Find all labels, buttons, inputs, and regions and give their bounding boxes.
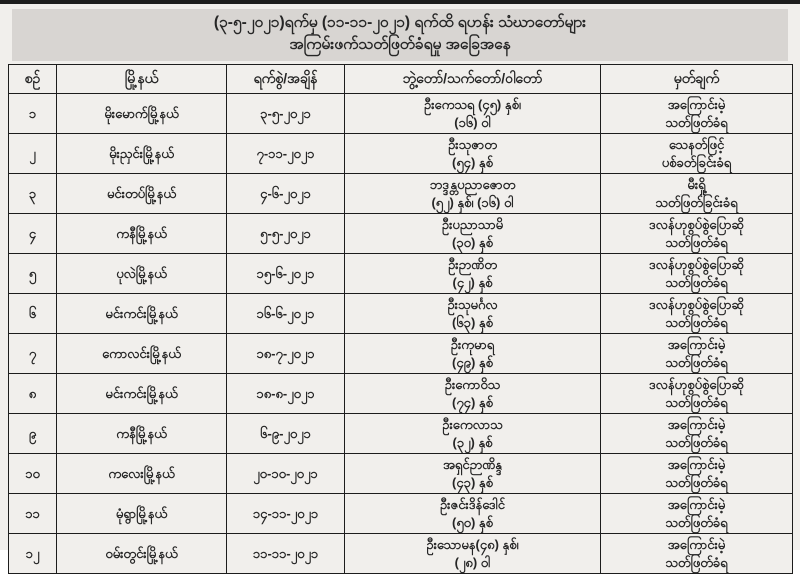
cell-township xyxy=(57,454,227,494)
date-value: ၇-၁၁-၂၀၂၁ xyxy=(256,145,315,161)
table-row xyxy=(9,534,793,574)
cell-title-age xyxy=(345,334,601,374)
monk-title-line-1: ဦးသောမန(၄၈) နှစ်၊ xyxy=(426,537,519,553)
monk-title-line-2: (၅၀) နှစ် xyxy=(452,514,493,530)
monk-title-line-2: (၇၄) နှစ် xyxy=(452,394,493,410)
date-value: ၆-၉-၂၀၂၁ xyxy=(260,425,311,441)
serial-number: ၇ xyxy=(28,345,37,361)
cell-serial xyxy=(9,214,57,254)
date-value: ၁၈-၈-၂၀၂၁ xyxy=(256,385,315,401)
cell-remark xyxy=(601,534,793,574)
remark-line-2: သတ်ဖြတ်ခံရ xyxy=(665,394,728,410)
table-row xyxy=(9,334,793,374)
cell-title-age xyxy=(345,214,601,254)
cell-remark xyxy=(601,214,793,254)
remark-line-1: ဒလန်ဟုစွပ်စွဲပြောဆို xyxy=(648,257,745,273)
monk-title-line-2: (၅၄) နှစ် xyxy=(452,154,493,170)
table-row xyxy=(9,214,793,254)
col-header-date: ရက်စွဲ/အချိန် xyxy=(227,65,345,94)
cell-remark xyxy=(601,294,793,334)
remark-line-1: အကြောင်းမဲ့ xyxy=(667,97,726,113)
cell-township xyxy=(57,414,227,454)
monk-title-line-2: (၄၂) နှစ် xyxy=(452,274,493,290)
remark-line-2: သတ်ဖြတ်ခံရ xyxy=(665,554,728,570)
monk-title-line-1: ဦးသုမင်္ဂလ xyxy=(447,297,498,313)
remark-line-2: သတ်ဖြတ်ခံရ xyxy=(665,314,728,330)
cell-date xyxy=(227,174,345,214)
table-header-row xyxy=(9,65,793,94)
cell-title-age xyxy=(345,534,601,574)
cell-title-age xyxy=(345,374,601,414)
cell-township xyxy=(57,174,227,214)
serial-number: ၁ xyxy=(28,105,37,121)
township-name: ဝမ်းတွင်းမြို့နယ် xyxy=(105,545,178,561)
remark-line-1: သေနတ်ဖြင့် xyxy=(668,137,725,153)
cell-title-age xyxy=(345,94,601,134)
date-value: ၁၄-၁၁-၂၀၂၁ xyxy=(252,505,319,521)
remark-line-2: သတ်ဖြတ်ခံရ xyxy=(665,114,728,130)
serial-number: ၃ xyxy=(28,185,37,201)
table-row xyxy=(9,374,793,414)
monk-title-line-1: ဦးကုမာရ xyxy=(450,337,495,353)
table-row xyxy=(9,414,793,454)
cell-date xyxy=(227,494,345,534)
cell-serial xyxy=(9,534,57,574)
cell-township xyxy=(57,134,227,174)
serial-number: ၁၀ xyxy=(25,465,40,481)
monk-title-line-1: ဦးဉာဏိတ xyxy=(448,257,497,273)
table-row xyxy=(9,294,793,334)
monk-title-line-2: (၂၈) ဝါ xyxy=(454,554,491,570)
table-row xyxy=(9,134,793,174)
monk-title-line-1: ဦးပညာသာမိ xyxy=(441,217,504,233)
township-name: မိုးမောက်မြို့နယ် xyxy=(104,105,179,121)
cell-remark xyxy=(601,374,793,414)
remark-line-1: ဒလန်ဟုစွပ်စွဲပြောဆို xyxy=(648,297,745,313)
township-name: မင်းကင်းမြို့နယ် xyxy=(105,305,178,321)
cell-township xyxy=(57,94,227,134)
cell-remark xyxy=(601,134,793,174)
township-name: ကနီမြို့နယ် xyxy=(116,225,167,241)
cell-township xyxy=(57,294,227,334)
cell-remark xyxy=(601,94,793,134)
cell-date xyxy=(227,334,345,374)
monk-title-line-1: အရှင်ဉာဏိန္ဒ xyxy=(443,457,502,473)
cell-date xyxy=(227,214,345,254)
monk-title-line-2: (၃၀) နှစ် xyxy=(452,234,493,250)
township-name: ကောလင်းမြို့နယ် xyxy=(102,345,181,361)
document-title xyxy=(12,9,788,61)
cell-title-age xyxy=(345,414,601,454)
cell-township xyxy=(57,494,227,534)
table-row xyxy=(9,494,793,534)
cell-title-age xyxy=(345,454,601,494)
date-value: ၁၅-၆-၂၀၂၁ xyxy=(256,265,315,281)
serial-number: ၉ xyxy=(28,425,37,441)
serial-number: ၂ xyxy=(29,145,36,161)
col-header-remark: မှတ်ချက် xyxy=(601,65,793,94)
township-name: မုံရွာမြို့နယ် xyxy=(115,505,168,521)
table-row xyxy=(9,454,793,494)
cell-date xyxy=(227,134,345,174)
monk-title-line-1: ဘဒ္ဒန္တပညာဇောတ xyxy=(429,177,516,193)
cell-township xyxy=(57,374,227,414)
township-name: မင်းကင်းမြို့နယ် xyxy=(105,385,178,401)
remark-line-2: သတ်ဖြတ်ခြင်းခံရ xyxy=(655,194,738,210)
serial-number: ၆ xyxy=(28,305,37,321)
cell-serial xyxy=(9,494,57,534)
date-value: ၁၁-၁၁-၂၀၂၁ xyxy=(252,545,319,561)
casualty-table xyxy=(8,64,793,574)
serial-number: ၁၂ xyxy=(25,545,40,561)
table-row xyxy=(9,94,793,134)
cell-remark xyxy=(601,454,793,494)
cell-township xyxy=(57,214,227,254)
cell-remark xyxy=(601,494,793,534)
remark-line-2: သတ်ဖြတ်ခံရ xyxy=(665,434,728,450)
monk-title-line-2: (၅၂) နှစ်၊ (၁၆) ဝါ xyxy=(431,194,514,210)
monk-title-line-1: ဦးသုဇာတ xyxy=(448,137,497,153)
remark-line-1: ဒလန်ဟုစွပ်စွဲပြောဆို xyxy=(648,377,745,393)
cell-serial xyxy=(9,134,57,174)
remark-line-2: သတ်ဖြတ်ခံရ xyxy=(665,474,728,490)
monk-title-line-1: ဦးကောဝိသ xyxy=(444,377,501,393)
cell-township xyxy=(57,334,227,374)
table-row xyxy=(9,254,793,294)
monk-title-line-2: (၄၉) နှစ် xyxy=(452,354,493,370)
date-value: ၁၆-၆-၂၀၂၁ xyxy=(256,305,315,321)
township-name: မင်းတပ်မြို့နယ် xyxy=(107,185,176,201)
col-header-title-age: ဘွဲ့တော်/သက်တော်/ဝါတော် xyxy=(345,65,601,94)
cell-serial xyxy=(9,454,57,494)
cell-date xyxy=(227,414,345,454)
cell-remark xyxy=(601,414,793,454)
col-header-township: မြို့နယ် xyxy=(57,65,227,94)
township-name: ကလေးမြို့နယ် xyxy=(108,465,175,481)
township-name: ကနီမြို့နယ် xyxy=(116,425,167,441)
remark-line-1: ဒလန်ဟုစွပ်စွဲပြောဆို xyxy=(648,217,745,233)
cell-title-age xyxy=(345,494,601,534)
serial-number: ၄ xyxy=(28,225,37,241)
remark-line-1: အကြောင်းမဲ့ xyxy=(667,497,726,513)
cell-serial xyxy=(9,334,57,374)
serial-number: ၁၁ xyxy=(25,505,40,521)
cell-remark xyxy=(601,334,793,374)
remark-line-2: သတ်ဖြတ်ခံရ xyxy=(665,234,728,250)
serial-number: ၅ xyxy=(28,265,37,281)
cell-remark xyxy=(601,174,793,214)
cell-date xyxy=(227,254,345,294)
cell-title-age xyxy=(345,254,601,294)
remark-line-1: အကြောင်းမဲ့ xyxy=(667,417,726,433)
serial-number: ၈ xyxy=(28,385,37,401)
remark-line-2: သတ်ဖြတ်ခံရ xyxy=(665,274,728,290)
remark-line-2: သတ်ဖြတ်ခံရ xyxy=(665,514,728,530)
remark-line-1: အကြောင်းမဲ့ xyxy=(667,457,726,473)
cell-date xyxy=(227,94,345,134)
cell-remark xyxy=(601,254,793,294)
monk-title-line-1: ဦးကေလာသ xyxy=(442,417,503,433)
cell-title-age xyxy=(345,294,601,334)
cell-serial xyxy=(9,414,57,454)
township-name: ပုလဲမြို့နယ် xyxy=(116,265,167,281)
monk-title-line-2: (၃၂) နှစ် xyxy=(452,434,493,450)
cell-serial xyxy=(9,374,57,414)
monk-title-line-1: ဦးဇင်းဒိန်ဒေါင် xyxy=(439,497,506,513)
title-line-2: အကြမ်းဖက်သတ်ဖြတ်ခံရမှု အခြေအနေ xyxy=(289,36,511,53)
date-value: ၄-၆-၂၀၂၁ xyxy=(260,185,311,201)
cell-township xyxy=(57,254,227,294)
monk-title-line-2: (၆၃) နှစ် xyxy=(452,314,493,330)
monk-title-line-1: ဦးကေသရ (၄၅) နှစ်၊ xyxy=(424,97,521,113)
remark-line-1: မီးရှို့ xyxy=(687,177,706,193)
remark-line-2: ပစ်ခတ်ခြင်းခံရ xyxy=(661,154,732,170)
title-line-1: (၃-၅-၂၀၂၁)ရက်မှ (၁၁-၁၁-၂၀၂၁) ရက်ထိ ရဟန်း သံဃာတော်များ xyxy=(213,14,587,31)
cell-date xyxy=(227,454,345,494)
cell-date xyxy=(227,534,345,574)
remark-line-1: အကြောင်းမဲ့ xyxy=(667,537,726,553)
cell-title-age xyxy=(345,134,601,174)
remark-line-1: အကြောင်းမဲ့ xyxy=(667,337,726,353)
cell-serial xyxy=(9,294,57,334)
table-row xyxy=(9,174,793,214)
township-name: မိုးညှင်းမြို့နယ် xyxy=(109,145,174,161)
table-body xyxy=(9,94,793,574)
cell-serial xyxy=(9,254,57,294)
cell-date xyxy=(227,294,345,334)
cell-title-age xyxy=(345,174,601,214)
monk-title-line-2: (၁၆) ဝါ xyxy=(454,114,491,130)
col-header-serial: စဉ် xyxy=(9,65,57,94)
cell-serial xyxy=(9,174,57,214)
date-value: ၃-၅-၂၀၂၁ xyxy=(260,105,311,121)
date-value: ၅-၅-၂၀၂၁ xyxy=(260,225,311,241)
date-value: ၁၈-၇-၂၀၂၁ xyxy=(256,345,315,361)
cell-date xyxy=(227,374,345,414)
monk-title-line-2: (၄၃) နှစ် xyxy=(452,474,493,490)
remark-line-2: သတ်ဖြတ်ခံရ xyxy=(665,354,728,370)
date-value: ၂၀-၁၀-၂၀၂၁ xyxy=(253,465,318,481)
cell-township xyxy=(57,534,227,574)
cell-serial xyxy=(9,94,57,134)
